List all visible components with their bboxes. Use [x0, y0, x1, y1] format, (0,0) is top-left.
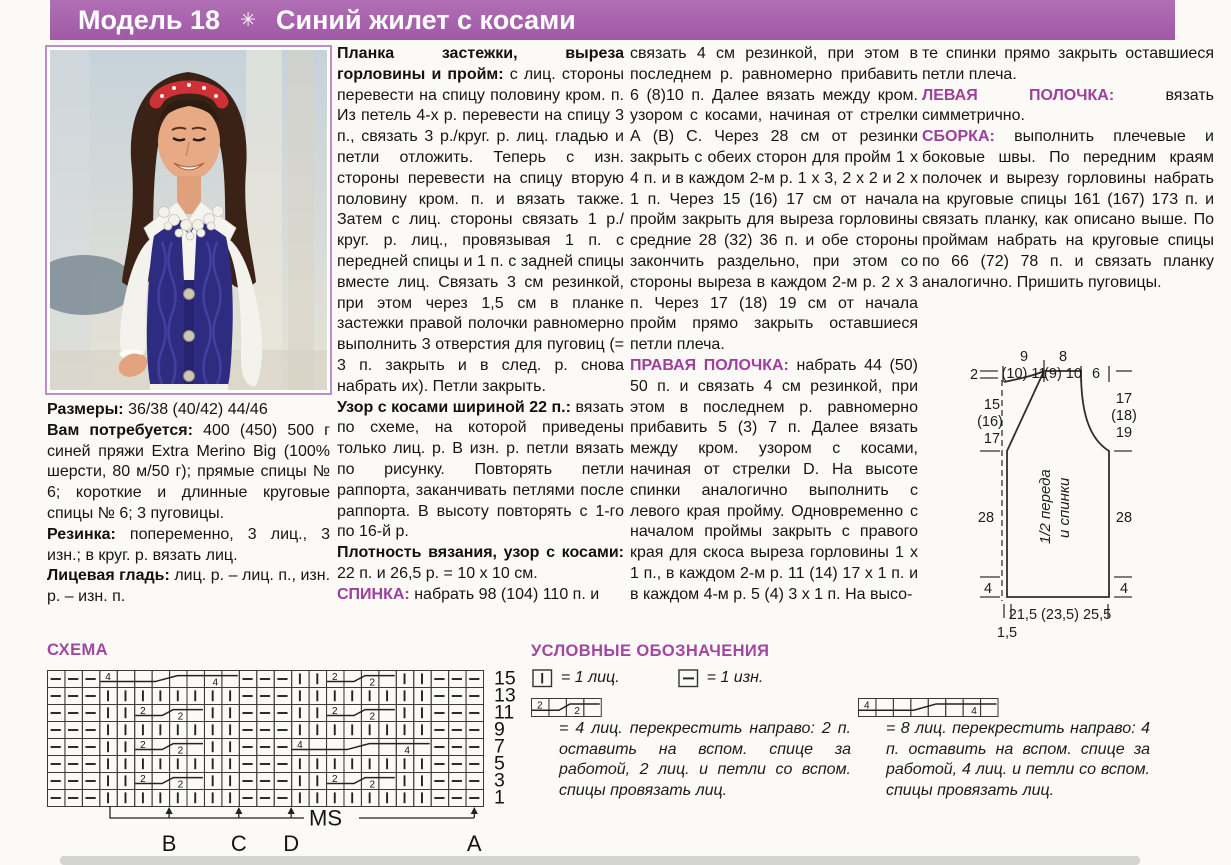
rib-value: попеременно, 3 лиц., 3 изн.; в круг. р. вязать лиц. [47, 525, 330, 564]
legend-title: УСЛОВНЫЕ ОБОЗНАЧЕНИЯ [531, 642, 770, 660]
purl-stitch-icon [678, 669, 699, 688]
gauge-text: 22 п. и 26,5 р. = 10 х 10 см. [337, 564, 538, 582]
svg-text:4: 4 [212, 677, 219, 689]
svg-text:2: 2 [536, 700, 543, 712]
measure-back-neck-rise: 2 [969, 367, 979, 383]
cable4-icon [531, 698, 603, 717]
measure-armhole-top: 6 [1091, 366, 1101, 382]
svg-text:A: A [466, 831, 482, 856]
piece-label: 1/2 переда и спинки [1037, 469, 1073, 544]
band-text: с лиц. стороны перевести на спицу половину кром. п. Из петель 4-х р. перевести на спицу 3 п., связать 3 р./круг. р. лиц. гладью и петли отложить. Теперь с изн. стороны перевести на спицу вторую половину кром. п. и вязать также. Затем с лиц. стороны связать 1 р./круг. р. лиц., провязывая 1 п. с передней спицы и 1 п. с задней спицы вместе лиц. Связать 3 см резинкой, при этом через 1,5 см в планке застежки правой полочки равномерно выполнить 3 отверстия для пуговиц (= 3 п. закрыть и в след. р. снова набрать их). Петли закрыть. [337, 65, 625, 395]
svg-text:3: 3 [494, 769, 505, 792]
measure-neck-row2: (9) 10 [1044, 366, 1082, 382]
paragraph-right-front [630, 356, 918, 606]
measure-bottom-width: 21,5 (23,5) 25,5 [1008, 607, 1112, 623]
paragraph-back-continued [630, 44, 918, 356]
right-front-continued-text: те спинки прямо закрыть оставшиеся петли плеча. [922, 45, 1214, 83]
paragraph-back [337, 585, 624, 606]
measure-neck-depth-3: 17 [983, 431, 1001, 447]
assembly-section-label: СБОРКА: [922, 128, 995, 146]
svg-text:MS: MS [309, 805, 342, 831]
left-front-section-label: ЛЕВАЯ ПОЛОЧКА: [922, 86, 1115, 104]
cable-pattern-text: вязать по схеме, на которой приведены только лиц. р. В изн. р. петли вязать по рисунку. Повторять петли раппорта, заканчивать петлями после раппорта. В высоту повторять с 1-го по 16-й р. [337, 398, 624, 541]
model-photo-illustration [50, 50, 327, 390]
rib-label: Резинка: [47, 525, 116, 543]
measure-shoulder-row1: 9 [1019, 349, 1029, 365]
right-front-text: набрать 44 (50) 50 п. и связать 4 см резинкой, при этом в последнем р. равномерно прибавить 5 (3) 7 п. Далее вязать между кром. узором с косами, начиная от стрелки D. На высоте спинки аналогично выполнить с левого края пройму. Одновременно с началом проймы закрыть с правого края для скоса выреза горловины 1 х 1 п., в каждом 2-м р. 11 (14) 17 х 1 п. и в каждом 4-м р. 5 (4) 3 х 1 п. На высо- [630, 356, 918, 603]
info-column [47, 400, 330, 608]
measure-body-left: 28 [977, 510, 995, 526]
pattern-schematic [930, 330, 1230, 642]
stockinette-value: лиц. р. – лиц. п., изн. р. – изн. п. [47, 567, 331, 606]
svg-text:15: 15 [494, 670, 516, 690]
model-photo [45, 45, 332, 395]
paragraph-stockinette [47, 566, 330, 608]
measure-armhole-1: 17 [1115, 391, 1133, 407]
page-header [50, 0, 1175, 40]
svg-text:D: D [283, 831, 300, 856]
svg-text:1: 1 [494, 786, 505, 809]
legend-basic-symbols [532, 668, 763, 689]
page-title: Синий жилет с косами [276, 4, 576, 35]
svg-text:2: 2 [331, 705, 338, 717]
svg-text:2: 2 [140, 773, 146, 785]
next-section-edge [60, 856, 1140, 865]
right-front-section-label: ПРАВАЯ ПОЛОЧКА: [630, 356, 789, 374]
measure-rib-left: 4 [983, 581, 993, 597]
measure-neck-depth-2: (16) [977, 414, 1003, 430]
svg-text:2: 2 [369, 711, 376, 723]
svg-text:4: 4 [971, 706, 977, 717]
cable4-legend-text: = 4 лиц. перекрестить направо: 2 п. оставить на вспом. спице за работой, 2 лиц. и петли со вспом. спицы провязать лиц. [559, 720, 851, 799]
svg-text:2: 2 [140, 705, 146, 717]
back-text: набрать 98 (104) 110 п. и [414, 585, 600, 603]
paragraph-rib [47, 525, 330, 567]
measure-neck-row1: 8 [1058, 349, 1068, 365]
measure-shoulder-row2: (10) 11 [1001, 366, 1047, 382]
paragraph-gauge [337, 543, 624, 585]
instructions-column-1 [337, 44, 624, 606]
svg-text:2: 2 [177, 745, 184, 757]
knit-legend-text: = 1 лиц. [561, 669, 620, 686]
svg-text:7: 7 [494, 735, 505, 758]
svg-text:2: 2 [331, 671, 338, 683]
model-number: Модель 18 [78, 4, 221, 35]
paragraph-band [337, 44, 624, 398]
measure-bottom-offset: 1,5 [996, 625, 1018, 641]
svg-text:C: C [230, 831, 247, 856]
measure-armhole-3: 19 [1115, 425, 1133, 441]
asterisk-icon: ✳ [240, 9, 256, 31]
paragraph-sizes [47, 400, 330, 421]
measure-rib-right: 4 [1119, 581, 1129, 597]
measure-armhole-2: (18) [1111, 408, 1137, 424]
svg-text:13: 13 [494, 684, 516, 707]
paragraph-cable-pattern [337, 398, 624, 544]
paragraph-left-front [922, 86, 1214, 128]
svg-text:4: 4 [404, 745, 410, 757]
stockinette-label: Лицевая гладь: [47, 567, 170, 585]
svg-text:9: 9 [494, 718, 505, 741]
svg-text:2: 2 [177, 779, 184, 791]
svg-text:11: 11 [494, 701, 515, 724]
svg-text:2: 2 [574, 706, 580, 717]
svg-text:4: 4 [863, 700, 870, 712]
svg-text:2: 2 [369, 779, 376, 791]
cable8-icon [858, 698, 1000, 717]
paragraph-assembly [922, 127, 1214, 293]
paragraph-right-front-continued [922, 44, 1214, 86]
knit-stitch-icon [532, 669, 553, 688]
svg-text:2: 2 [140, 739, 146, 751]
materials-value: 400 (450) 500 г синей пряжи Extra Merino Big (100% шерсти, 80 м/50 г); прямые спицы № 6; короткие и длинные круговые спицы № 6; 3 пуговицы. [47, 421, 330, 522]
svg-text:4: 4 [105, 671, 111, 683]
back-continued-text: связать 4 см резинкой, при этом в последнем р. равномерно прибавить 6 (8)10 п. Далее вязать между кром. узором с косами, начиная от стрелки А (В) С. Через 28 см от резинки закрыть с обеих сторон для пройм 1 х 4 п. и в каждом 2-м р. 1 х 3, 2 х 2 и 2 х 1 п. Через 15 (16) 17 см от начала пройм закрыть для выреза горловины средние 28 (32) 36 п. и обе стороны закончить раздельно, при этом со стороны выреза в каждом 2-м р. 2 х 3 п. Через 17 (18) 19 см от начала пройм прямо закрыть оставшиеся петли плеча. [630, 45, 918, 354]
svg-text:B: B [161, 831, 177, 856]
instructions-column-3 [922, 44, 1214, 294]
sizes-value: 36/38 (40/42) 44/46 [128, 401, 268, 418]
purl-legend-text: = 1 изн. [706, 669, 764, 686]
knitting-chart-svg [47, 670, 525, 856]
svg-text:2: 2 [331, 773, 338, 785]
paragraph-materials [47, 421, 330, 525]
svg-text:5: 5 [494, 752, 505, 775]
chart-title: СХЕМА [47, 641, 108, 659]
back-section-label: СПИНКА: [337, 585, 410, 603]
svg-text:4: 4 [297, 739, 303, 751]
sizes-label: Размеры: [47, 401, 124, 418]
measure-neck-depth-1: 15 [983, 397, 1001, 413]
left-front-text: вязать симметрично. [922, 86, 1214, 125]
band-label: Планка застежки, выреза горловины и пройм: [337, 45, 624, 83]
materials-label: Вам потребуется: [47, 421, 193, 439]
assembly-text: выполнить плечевые и боковые швы. По передним краям полочек и вырезу горловины набрать на круговые спицы 161 (167) 173 п. и связать планку, как описано выше. По проймам набрать на круговые спицы по 66 (72) 78 п. и связать планку аналогично. Пришить пуговицы. [922, 128, 1214, 291]
svg-text:2: 2 [177, 711, 184, 723]
instructions-column-2 [630, 44, 918, 606]
measure-body-right: 28 [1115, 510, 1133, 526]
gauge-label: Плотность вязания, узор с косами: [337, 544, 624, 562]
cable-pattern-label: Узор с косами шириной 22 п.: [337, 398, 571, 416]
svg-text:2: 2 [369, 677, 376, 689]
cable8-legend-text: = 8 лиц. перекрестить направо: 4 п. оставить на вспом. спице за работой, 4 лиц. и петли со вспом. спицы провязать лиц. [886, 720, 1150, 799]
